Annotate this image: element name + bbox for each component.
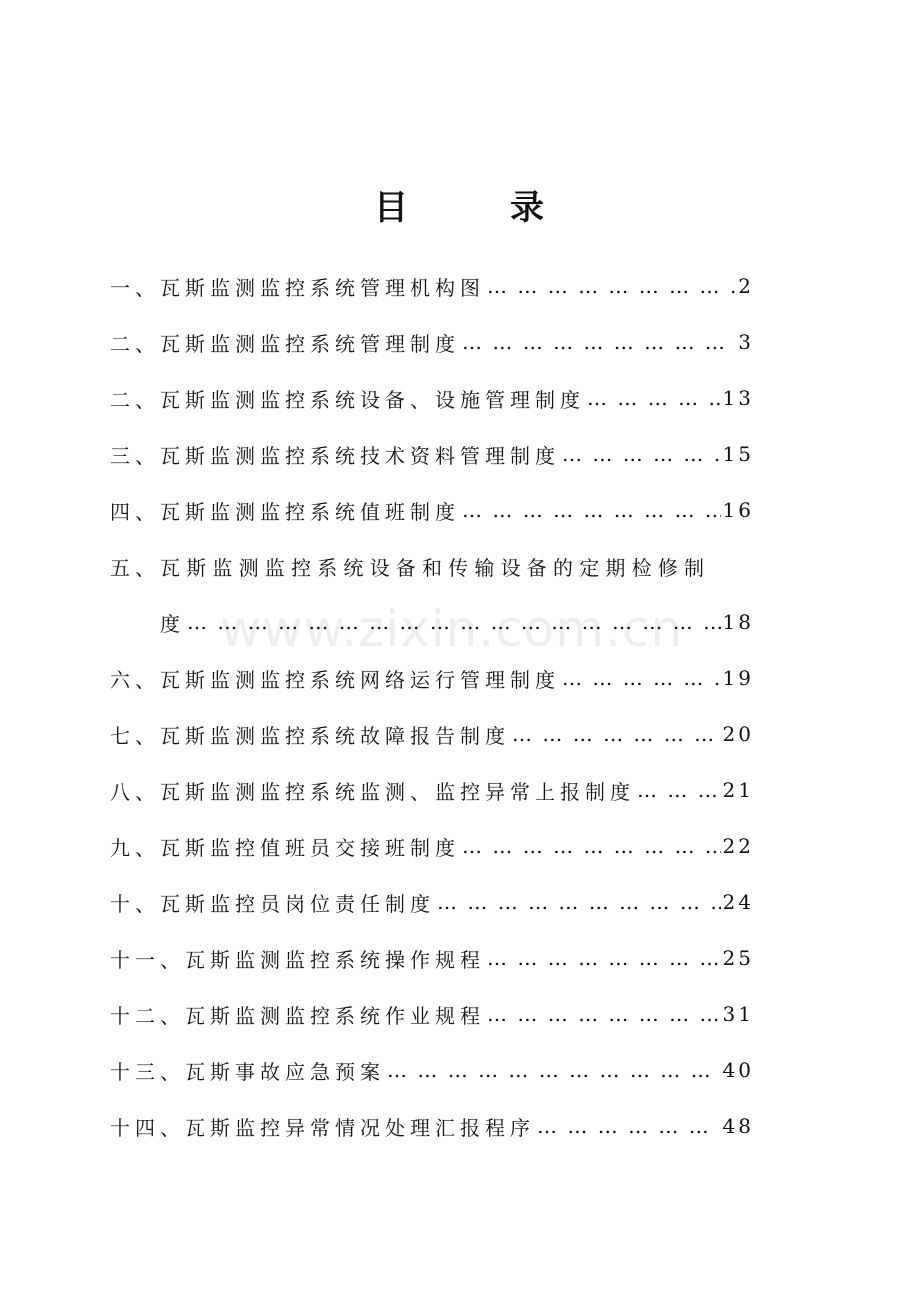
toc-entry-number: 四、 <box>110 499 160 524</box>
toc-entry-title: 瓦斯监测监控系统管理制度 <box>160 331 460 356</box>
toc-entry[interactable] <box>110 538 754 594</box>
toc-entry-number: 十、 <box>110 891 160 916</box>
toc-entry-title: 瓦斯监控值班员交接班制度 <box>160 835 460 860</box>
toc-leader-dots <box>462 498 721 522</box>
toc-entry-number: 九、 <box>110 835 160 860</box>
toc-leader-dots <box>562 442 721 466</box>
toc-entry-title: 瓦斯监测监控系统设备、设施管理制度 <box>160 387 585 412</box>
toc-entry-page: 18 <box>722 610 754 634</box>
toc-entry[interactable] <box>110 650 754 706</box>
toc-leader-dots <box>437 890 721 914</box>
toc-entry-title: 瓦斯监测监控系统管理机构图 <box>160 275 485 300</box>
toc-entry-number: 十一、 <box>110 947 185 972</box>
toc-entry-page: 24 <box>722 890 754 914</box>
toc-entry-page: 16 <box>722 498 754 522</box>
toc-entry-number: 二、 <box>110 387 160 412</box>
toc-entry-page: 19 <box>722 666 754 690</box>
toc-entry[interactable] <box>110 762 754 818</box>
toc-entry-number: 八、 <box>110 779 160 804</box>
toc-entry-title: 度 <box>160 611 185 636</box>
toc-entry-page: 25 <box>722 946 754 970</box>
toc-entry-title: 瓦斯监控员岗位责任制度 <box>160 891 435 916</box>
toc-entry[interactable] <box>110 986 754 1042</box>
toc-entry-number: 十二、 <box>110 1003 185 1028</box>
toc-entry[interactable] <box>110 482 754 538</box>
toc-entry-number: 三、 <box>110 443 160 468</box>
toc-entry-number: 二、 <box>110 331 160 356</box>
toc-entry-page: 15 <box>722 442 754 466</box>
toc-leader-dots <box>387 1058 721 1082</box>
toc-entry-title: 瓦斯监测监控系统技术资料管理制度 <box>160 443 560 468</box>
toc-entry[interactable] <box>110 818 754 874</box>
toc-entry-number: 七、 <box>110 723 160 748</box>
watermark: www.zixin.com.cn <box>220 600 684 658</box>
toc-entry-number: 六、 <box>110 667 160 692</box>
toc-entry-page: 48 <box>722 1114 754 1138</box>
toc-entry[interactable] <box>110 930 754 986</box>
toc-entry-page: 40 <box>722 1058 754 1082</box>
toc-entry-title: 瓦斯监测监控系统设备和传输设备的定期检修制 <box>160 555 711 580</box>
toc-entry-title: 瓦斯监测监控系统故障报告制度 <box>160 723 510 748</box>
toc-entry-title: 瓦斯监控异常情况处理汇报程序 <box>185 1115 535 1140</box>
toc-entry-number: 十四、 <box>110 1115 185 1140</box>
toc-leader-dots <box>462 330 736 354</box>
toc-entry-continuation[interactable] <box>160 594 754 650</box>
toc-entry[interactable] <box>110 314 754 370</box>
toc-entry-title: 瓦斯监测监控系统网络运行管理制度 <box>160 667 560 692</box>
toc-entry-page: 21 <box>722 778 754 802</box>
toc-leader-dots <box>637 778 721 802</box>
toc-entry[interactable] <box>110 1098 754 1154</box>
toc-entry-page: 31 <box>722 1002 754 1026</box>
toc-entry-number: 五、 <box>110 555 160 580</box>
toc-leader-dots <box>587 386 721 410</box>
toc-leader-dots <box>512 722 721 746</box>
page-title <box>0 180 920 229</box>
title-char-1: 目 <box>374 188 410 228</box>
toc-entry-number: 十三、 <box>110 1059 185 1084</box>
toc-leader-dots <box>487 946 721 970</box>
toc-entry[interactable] <box>110 706 754 762</box>
toc-leader-dots <box>562 666 721 690</box>
toc-entry-title: 瓦斯事故应急预案 <box>185 1059 385 1084</box>
toc-entry-title: 瓦斯监测监控系统监测、监控异常上报制度 <box>160 779 635 804</box>
toc-entry-page: 13 <box>722 386 754 410</box>
toc-entry[interactable] <box>110 370 754 426</box>
toc-entry-page: 2 <box>738 274 754 298</box>
toc-entry-page: 20 <box>722 722 754 746</box>
toc-entry[interactable] <box>110 258 754 314</box>
toc-entry-title: 瓦斯监测监控系统操作规程 <box>185 947 485 972</box>
toc-entry-page: 22 <box>722 834 754 858</box>
toc-leader-dots <box>487 274 736 298</box>
toc-entry-title: 瓦斯监测监控系统值班制度 <box>160 499 460 524</box>
toc-entry[interactable] <box>110 874 754 930</box>
toc-entry-number: 一、 <box>110 275 160 300</box>
table-of-contents <box>0 258 920 1158</box>
toc-leader-dots <box>187 610 721 634</box>
toc-entry-page: 3 <box>738 330 754 354</box>
toc-entry[interactable] <box>110 426 754 482</box>
toc-entry[interactable] <box>110 1042 754 1098</box>
title-char-2: 录 <box>510 188 546 228</box>
toc-leader-dots <box>462 834 721 858</box>
toc-entry-title: 瓦斯监测监控系统作业规程 <box>185 1003 485 1028</box>
toc-leader-dots <box>537 1114 721 1138</box>
toc-leader-dots <box>487 1002 721 1026</box>
